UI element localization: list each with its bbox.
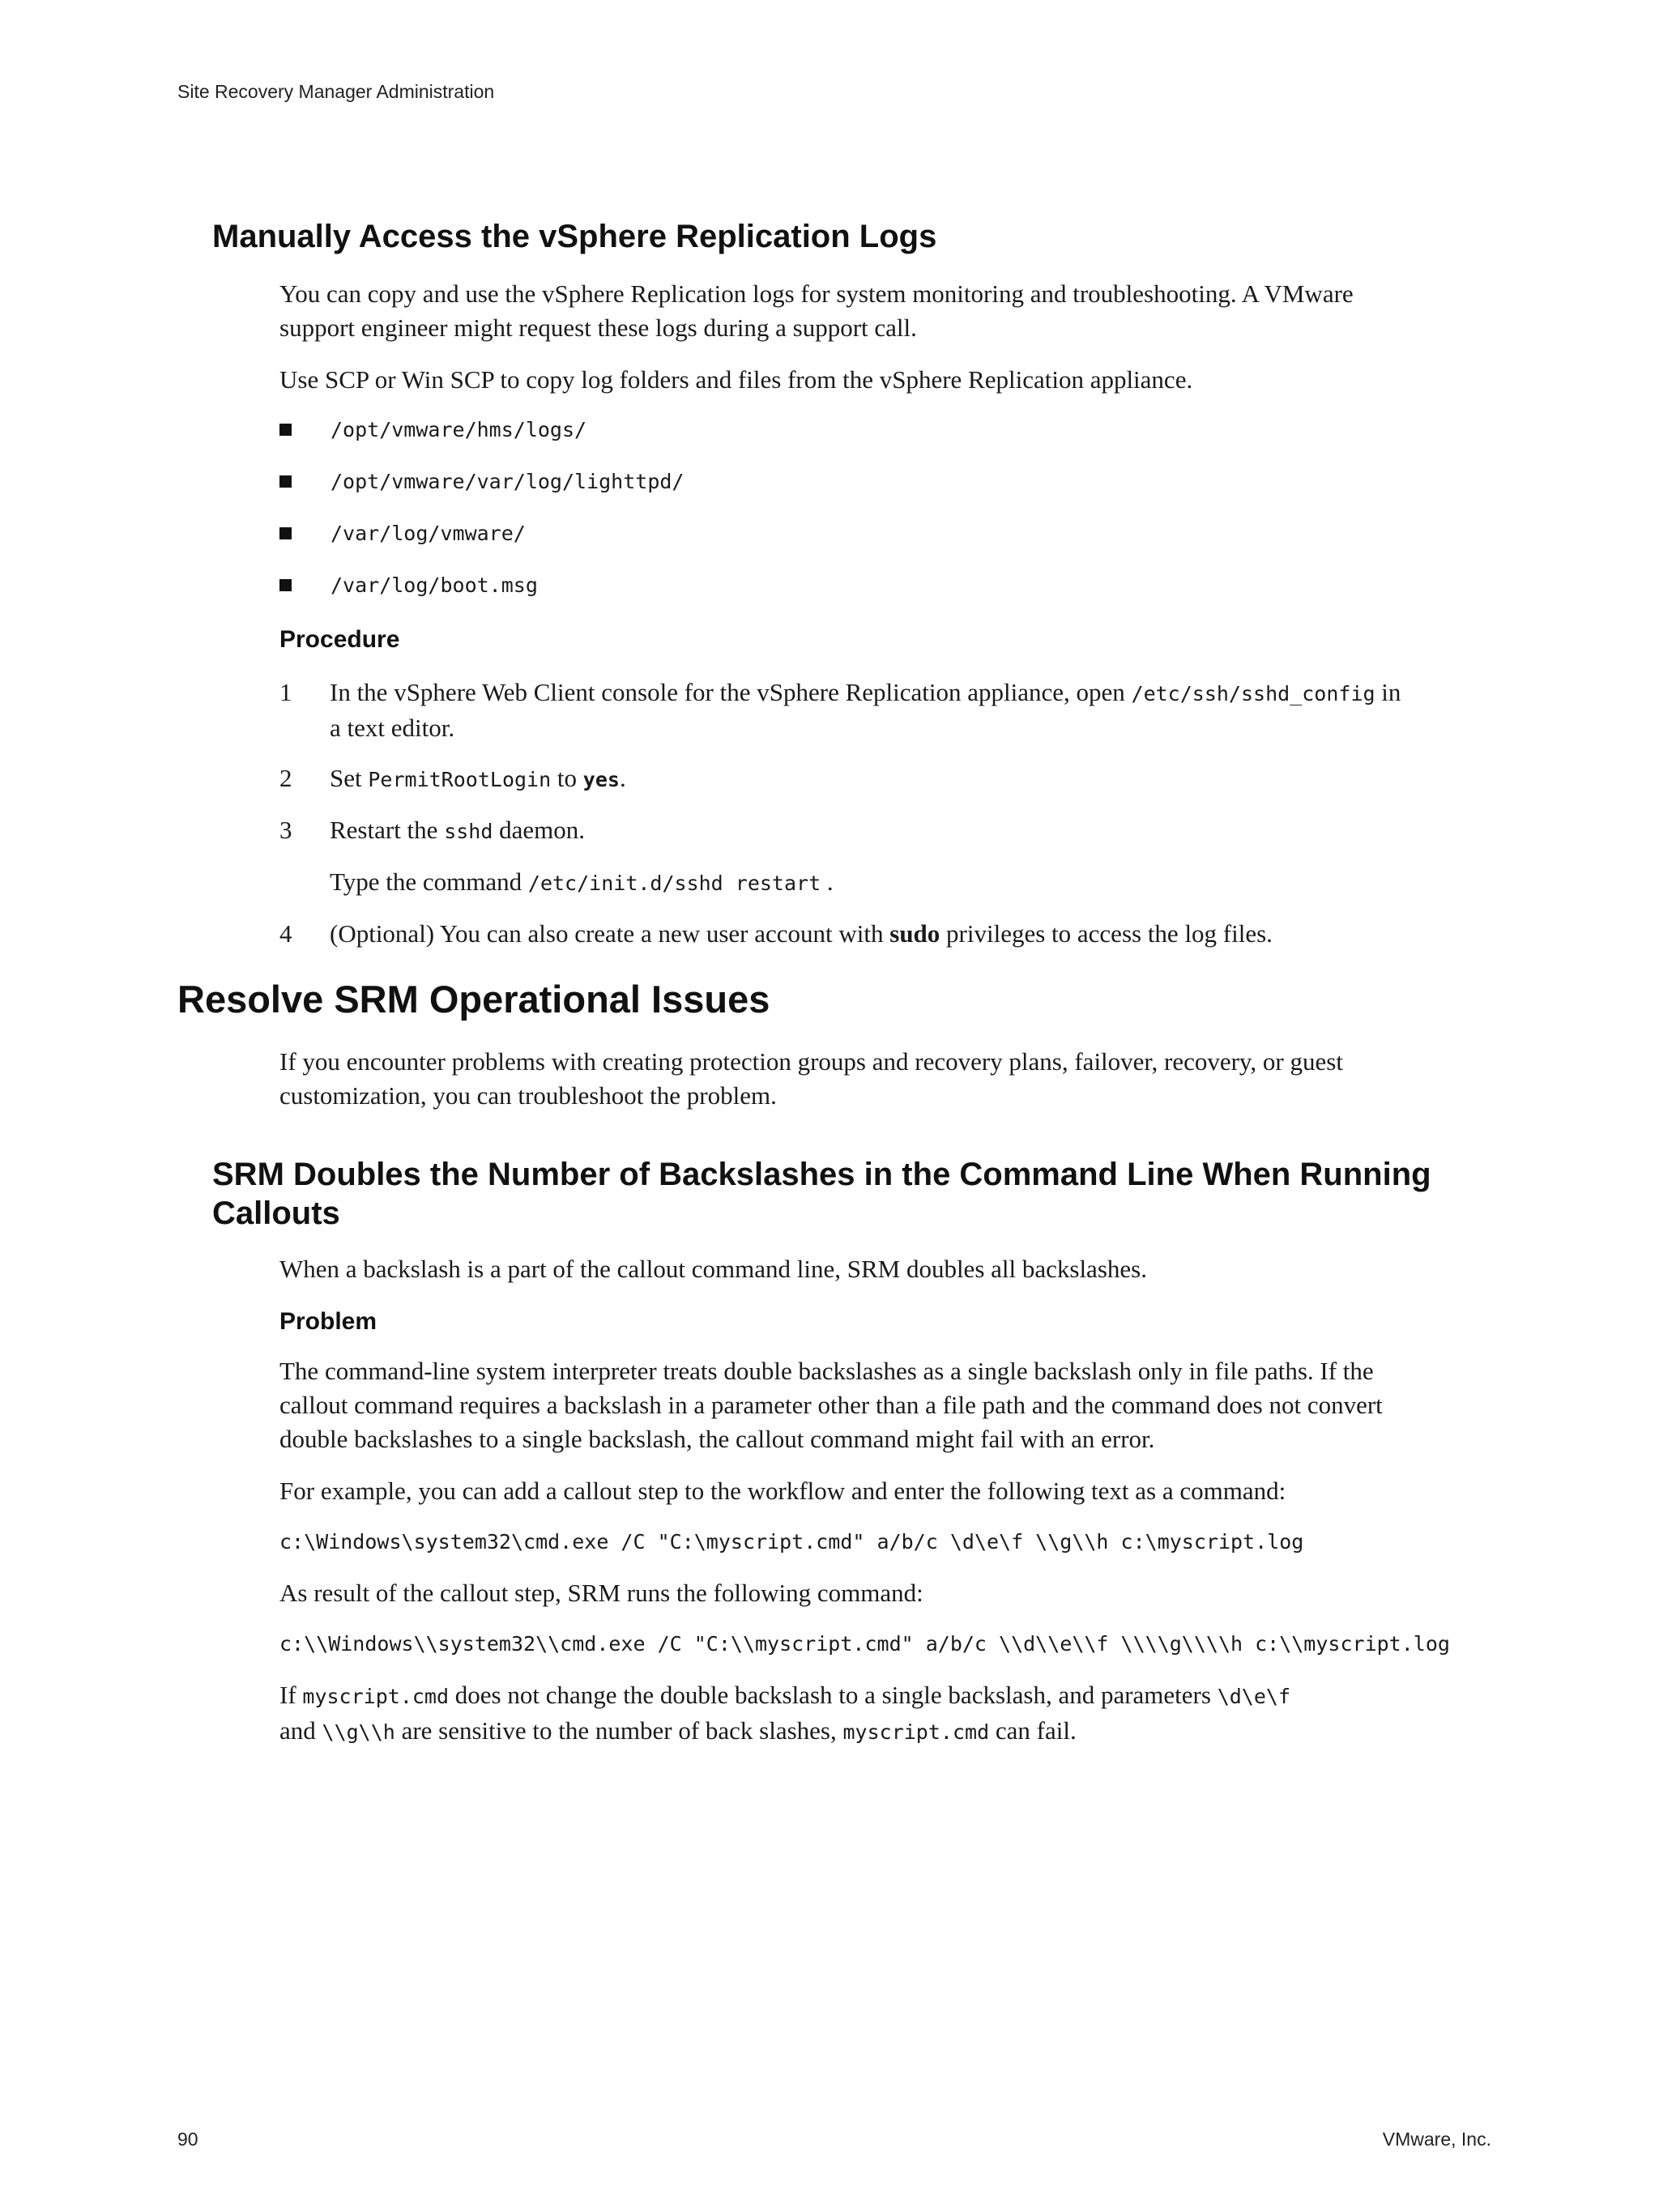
- step-text: Restart the: [330, 816, 445, 844]
- closing-text: and: [279, 1716, 322, 1745]
- parameter-def: \d\e\f: [1217, 1685, 1290, 1708]
- setting-name: PermitRootLogin: [368, 768, 552, 791]
- daemon-name: sshd: [444, 820, 493, 843]
- section-heading-backslashes-line1: SRM Doubles the Number of Backslashes in the Command Line When Running: [212, 1157, 1431, 1192]
- restart-command: /etc/init.d/sshd restart: [527, 872, 821, 895]
- list-item: [279, 517, 526, 549]
- step-number: 1: [279, 678, 292, 706]
- step-number: 4: [279, 919, 292, 948]
- step-text: In the vSphere Web Client console for the vSphere Replication appliance, open: [330, 678, 1132, 706]
- paragraph-intro-line2: support engineer might request these logs during a support call.: [279, 313, 917, 342]
- paragraph-copy-instruction: Use SCP or Win SCP to copy log folders and files from the vSphere Replication appliance.: [279, 365, 1193, 394]
- step-text: (Optional) You can also create a new user account with: [330, 919, 890, 948]
- note-text: Type the command: [330, 867, 528, 896]
- step-text: to: [551, 764, 583, 792]
- step-text: privileges to access the log files.: [940, 919, 1273, 948]
- result-command: c:\\Windows\\system32\\cmd.exe /C "C:\\myscript.cmd" a/b/c \\d\\e\\f \\\\g\\\\h c:\\myscript.log: [279, 1632, 1450, 1656]
- procedure-heading: Procedure: [279, 626, 400, 653]
- step-number: 2: [279, 764, 292, 792]
- page-number: 90: [177, 2129, 198, 2150]
- bullet-square-icon: [279, 475, 292, 488]
- closing-text: are sensitive to the number of back slashes,: [394, 1716, 843, 1745]
- parameter-gh: \\g\\h: [322, 1720, 395, 1744]
- note-text: .: [821, 867, 834, 896]
- paragraph-resolve-line1: If you encounter problems with creating protection groups and recovery plans, failover, recovery, or guest: [279, 1047, 1343, 1076]
- step-text: daemon.: [493, 816, 586, 844]
- setting-value: yes: [582, 768, 620, 791]
- script-name: myscript.cmd: [302, 1685, 450, 1708]
- step-text: a text editor.: [330, 714, 455, 742]
- paragraph-closing: [279, 1678, 1503, 1750]
- paragraph-backslash-intro: When a backslash is a part of the callout command line, SRM doubles all backslashes.: [279, 1255, 1147, 1283]
- section-heading-replication-logs: Manually Access the vSphere Replication Logs: [212, 219, 937, 254]
- bullet-square-icon: [279, 579, 292, 591]
- section-heading-backslashes-line2: Callouts: [212, 1196, 340, 1231]
- example-command: c:\Windows\system32\cmd.exe /C "C:\myscript.cmd" a/b/c \d\e\f \\g\\h c:\myscript.log: [279, 1530, 1304, 1554]
- closing-text: can fail.: [989, 1716, 1077, 1745]
- privilege-name: sudo: [889, 919, 940, 948]
- config-path: /etc/ssh/sshd_config: [1131, 682, 1375, 705]
- list-item: [279, 413, 586, 445]
- list-item: [279, 569, 538, 601]
- script-name: myscript.cmd: [842, 1720, 990, 1744]
- problem-heading: Problem: [279, 1308, 377, 1335]
- procedure-step-3: [279, 813, 1503, 849]
- step-number: 3: [279, 816, 292, 844]
- step-text: in: [1375, 678, 1401, 706]
- paragraph-result-intro: As result of the callout step, SRM runs the following command:: [279, 1579, 923, 1607]
- bullet-square-icon: [279, 424, 292, 436]
- procedure-step-2: [279, 761, 1503, 797]
- step-text: Set: [330, 764, 369, 792]
- paragraph-intro-line1: You can copy and use the vSphere Replication logs for system monitoring and troubleshooting. A VMware: [279, 279, 1354, 308]
- procedure-step-1: [279, 676, 1503, 745]
- closing-text: does not change the double backslash to a single backslash, and parameters: [449, 1681, 1218, 1709]
- list-item: [279, 465, 684, 497]
- paragraph-problem-line2: callout command requires a backslash in a parameter other than a file path and the command does not convert: [279, 1391, 1383, 1419]
- log-path: /opt/vmware/var/log/lighttpd/: [331, 469, 684, 493]
- log-path: /opt/vmware/hms/logs/: [331, 417, 587, 441]
- section-heading-resolve-issues: Resolve SRM Operational Issues: [177, 978, 770, 1021]
- log-path: /var/log/boot.msg: [331, 573, 538, 597]
- paragraph-example-intro: For example, you can add a callout step to the workflow and enter the following text as a command:: [279, 1477, 1286, 1505]
- paragraph-problem-line3: double backslashes to a single backslash, the callout command might fail with an error.: [279, 1425, 1155, 1453]
- footer-company: VMware, Inc.: [1382, 2129, 1491, 2150]
- running-header: Site Recovery Manager Administration: [177, 81, 495, 102]
- closing-text: If: [279, 1681, 303, 1709]
- bullet-square-icon: [279, 527, 292, 539]
- step-text: .: [619, 764, 626, 792]
- paragraph-problem-line1: The command-line system interpreter treats double backslashes as a single backslash only in file paths. If the: [279, 1357, 1374, 1385]
- step-3-note: [330, 865, 834, 901]
- log-path: /var/log/vmware/: [331, 521, 526, 545]
- procedure-step-4: [279, 917, 1503, 951]
- paragraph-resolve-line2: customization, you can troubleshoot the problem.: [279, 1081, 777, 1110]
